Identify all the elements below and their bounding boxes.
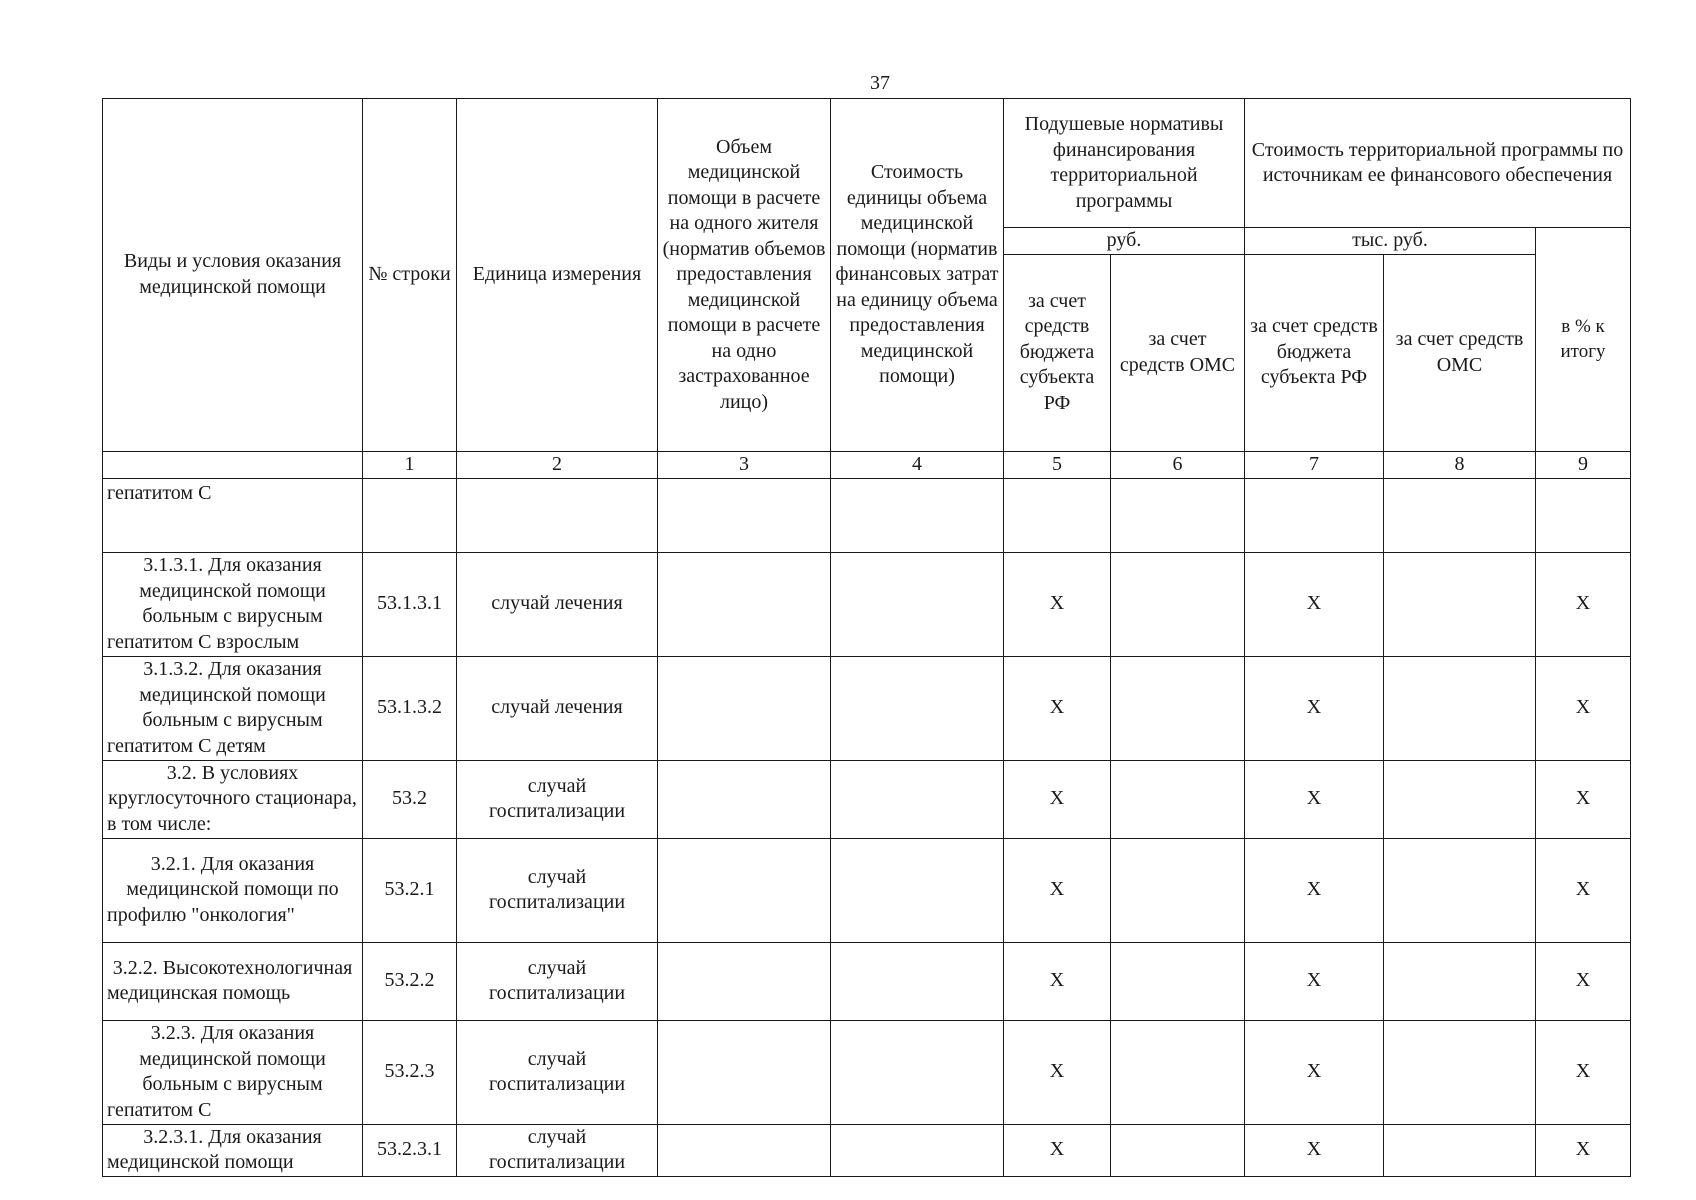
cell-col9: X bbox=[1536, 1020, 1631, 1124]
row-number: 53.2.3.1 bbox=[363, 1124, 457, 1176]
row-unit: случай госпитализации bbox=[457, 1124, 658, 1176]
header-oms-8: за счет средств ОМС bbox=[1384, 254, 1536, 451]
cell-col7: X bbox=[1245, 656, 1384, 760]
financing-table bbox=[102, 98, 1631, 1177]
cell-volume bbox=[658, 838, 831, 942]
cell-col9: X bbox=[1536, 838, 1631, 942]
cell-cost-unit bbox=[831, 656, 1004, 760]
cell-cost-unit bbox=[831, 760, 1004, 838]
col-number: 8 bbox=[1384, 451, 1536, 478]
col-number: 2 bbox=[457, 451, 658, 478]
page-number: 37 bbox=[870, 72, 890, 94]
cell-volume bbox=[658, 478, 831, 552]
header-per-capita-group: Подушевые нормативы финансирования территориальной программы bbox=[1004, 99, 1245, 228]
row-label: 3.2.3.1. Для оказания медицинской помощи bbox=[103, 1124, 363, 1176]
col-number-blank bbox=[103, 451, 363, 478]
table-row bbox=[103, 838, 1631, 942]
cell-col7: X bbox=[1245, 942, 1384, 1020]
cell-cost-unit bbox=[831, 1124, 1004, 1176]
cell-col7: X bbox=[1245, 1020, 1384, 1124]
cell-col6 bbox=[1111, 1020, 1245, 1124]
cell-col5: X bbox=[1004, 838, 1111, 942]
row-number: 53.2.1 bbox=[363, 838, 457, 942]
header-volume: Объем медицинской помощи в расчете на одного жителя (норматив объемов предоставления медицинской помощи в расчете на одно застрахованное лицо) bbox=[658, 99, 831, 452]
table-row bbox=[103, 760, 1631, 838]
row-unit: случай лечения bbox=[457, 656, 658, 760]
row-number: 53.1.3.2 bbox=[363, 656, 457, 760]
cell-col9: X bbox=[1536, 760, 1631, 838]
row-number bbox=[363, 478, 457, 552]
col-number: 1 bbox=[363, 451, 457, 478]
cell-volume bbox=[658, 942, 831, 1020]
cell-col6 bbox=[1111, 478, 1245, 552]
cell-col6 bbox=[1111, 552, 1245, 656]
header-cost-unit: Стоимость единицы объема медицинской помощи (норматив финансовых затрат на единицу объема предоставления медицинской помощи) bbox=[831, 99, 1004, 452]
col-number: 4 bbox=[831, 451, 1004, 478]
cell-col5: X bbox=[1004, 656, 1111, 760]
cell-volume bbox=[658, 1124, 831, 1176]
row-label: 3.1.3.2. Для оказания медицинской помощи больным с вирусным гепатитом С детям bbox=[103, 656, 363, 760]
cell-col5: X bbox=[1004, 942, 1111, 1020]
row-unit: случай госпитализации bbox=[457, 942, 658, 1020]
header-budget-7: за счет средств бюджета субъекта РФ bbox=[1245, 254, 1384, 451]
row-number: 53.2.3 bbox=[363, 1020, 457, 1124]
cell-col6 bbox=[1111, 1124, 1245, 1176]
row-label: 3.2.1. Для оказания медицинской помощи по профилю "онкология" bbox=[103, 838, 363, 942]
row-number: 53.1.3.1 bbox=[363, 552, 457, 656]
row-unit: случай госпитализации bbox=[457, 760, 658, 838]
cell-cost-unit bbox=[831, 478, 1004, 552]
col-number: 5 bbox=[1004, 451, 1111, 478]
header-unit: Единица измерения bbox=[457, 99, 658, 452]
cell-col5: X bbox=[1004, 760, 1111, 838]
cell-col6 bbox=[1111, 838, 1245, 942]
row-label: 3.2. В условиях круглосуточного стационара, в том числе: bbox=[103, 760, 363, 838]
col-number: 9 bbox=[1536, 451, 1631, 478]
cell-volume bbox=[658, 760, 831, 838]
table-row bbox=[103, 552, 1631, 656]
cell-col7: X bbox=[1245, 838, 1384, 942]
row-unit bbox=[457, 478, 658, 552]
row-label: гепатитом С bbox=[103, 478, 363, 552]
cell-col8 bbox=[1384, 942, 1536, 1020]
header-oms-6: за счет средств ОМС bbox=[1111, 254, 1245, 451]
row-unit: случай лечения bbox=[457, 552, 658, 656]
table-row bbox=[103, 942, 1631, 1020]
cell-cost-unit bbox=[831, 1020, 1004, 1124]
row-label: 3.2.2. Высокотехнологичная медицинская помощь bbox=[103, 942, 363, 1020]
cell-cost-unit bbox=[831, 552, 1004, 656]
header-unit-rub: руб. bbox=[1004, 228, 1245, 255]
cell-col6 bbox=[1111, 656, 1245, 760]
table-row bbox=[103, 478, 1631, 552]
cell-cost-unit bbox=[831, 942, 1004, 1020]
header-cost-program-group: Стоимость территориальной программы по источникам ее финансового обеспечения bbox=[1245, 99, 1631, 228]
row-unit: случай госпитализации bbox=[457, 1020, 658, 1124]
table-row bbox=[103, 1124, 1631, 1176]
table-row bbox=[103, 1020, 1631, 1124]
header-unit-thous-rub: тыс. руб. bbox=[1245, 228, 1536, 255]
cell-col9: X bbox=[1536, 656, 1631, 760]
cell-cost-unit bbox=[831, 838, 1004, 942]
cell-col8 bbox=[1384, 656, 1536, 760]
cell-col7: X bbox=[1245, 552, 1384, 656]
cell-col8 bbox=[1384, 1124, 1536, 1176]
cell-volume bbox=[658, 1020, 831, 1124]
col-number: 3 bbox=[658, 451, 831, 478]
cell-col5: X bbox=[1004, 1020, 1111, 1124]
cell-col8 bbox=[1384, 760, 1536, 838]
cell-col9: X bbox=[1536, 552, 1631, 656]
row-number: 53.2 bbox=[363, 760, 457, 838]
cell-col9: X bbox=[1536, 942, 1631, 1020]
cell-volume bbox=[658, 552, 831, 656]
header-budget-5: за счет средств бюджета субъекта РФ bbox=[1004, 254, 1111, 451]
header-kind: Виды и условия оказания медицинской помощи bbox=[103, 99, 363, 452]
row-label: 3.2.3. Для оказания медицинской помощи больным с вирусным гепатитом С bbox=[103, 1020, 363, 1124]
row-label: 3.1.3.1. Для оказания медицинской помощи больным с вирусным гепатитом С взрослым bbox=[103, 552, 363, 656]
col-number: 6 bbox=[1111, 451, 1245, 478]
cell-col9: X bbox=[1536, 1124, 1631, 1176]
cell-col8 bbox=[1384, 838, 1536, 942]
cell-col7: X bbox=[1245, 1124, 1384, 1176]
cell-col7 bbox=[1245, 478, 1384, 552]
cell-col8 bbox=[1384, 478, 1536, 552]
cell-col5: X bbox=[1004, 552, 1111, 656]
cell-col7: X bbox=[1245, 760, 1384, 838]
cell-col8 bbox=[1384, 552, 1536, 656]
cell-col5: X bbox=[1004, 1124, 1111, 1176]
header-percent: в % к итогу bbox=[1536, 228, 1631, 452]
header-row-number: № строки bbox=[363, 99, 457, 452]
cell-volume bbox=[658, 656, 831, 760]
col-number: 7 bbox=[1245, 451, 1384, 478]
cell-col6 bbox=[1111, 760, 1245, 838]
cell-col9 bbox=[1536, 478, 1631, 552]
row-number: 53.2.2 bbox=[363, 942, 457, 1020]
cell-col6 bbox=[1111, 942, 1245, 1020]
row-unit: случай госпитализации bbox=[457, 838, 658, 942]
cell-col5 bbox=[1004, 478, 1111, 552]
cell-col8 bbox=[1384, 1020, 1536, 1124]
table-row bbox=[103, 656, 1631, 760]
